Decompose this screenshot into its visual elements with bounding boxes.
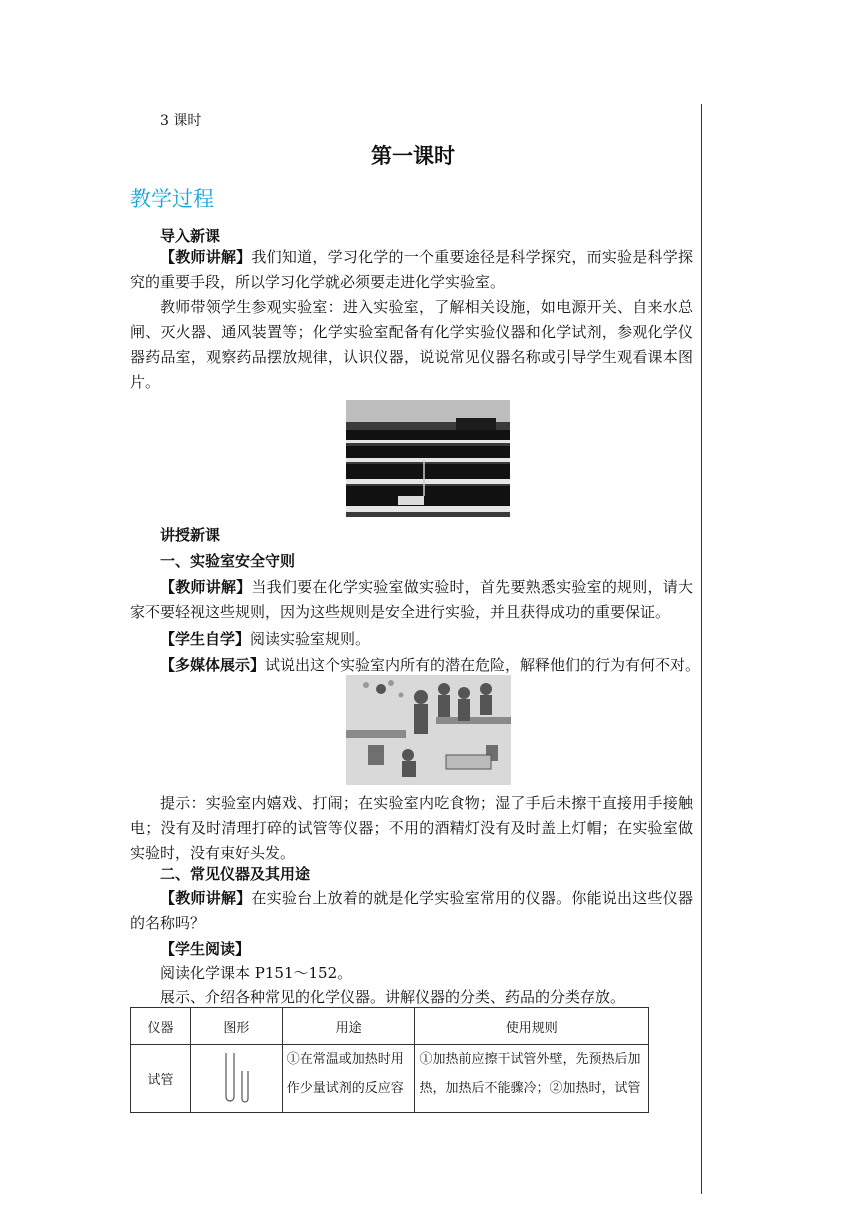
section-title: 教学过程 — [130, 187, 214, 211]
margin-rule — [701, 104, 702, 1194]
intro-paragraph-2: 教师带领学生参观实验室：进入实验室，了解相关设施，如电源开关、自来水总闸、灭火器、通风装置等；化学实验室配备有化学实验仪器和化学试剂，参观化学仪器药品室，观察药品摆放规律，认识仪器，说说常见仪器名称或引导学生观看课本图片。 — [130, 298, 693, 391]
subheading-lab-rules: 一、实验室安全守则 — [160, 552, 296, 570]
test-tube-icon — [216, 1049, 256, 1105]
table-header-row — [131, 1008, 649, 1045]
intro-paragraph-1: 【教师讲解】我们知道，学习化学的一个重要途径是科学探究，而实验是科学探究的重要手段，所以学习化学就必须要走进化学实验室。 — [130, 248, 693, 291]
table-row — [131, 1045, 649, 1113]
header-use: 用途 — [282, 1008, 415, 1045]
lab-hazards-cartoon — [346, 675, 511, 785]
reading-assignment: 阅读化学课本 P151～152。 — [160, 964, 353, 982]
teach-heading: 讲授新课 — [160, 526, 221, 544]
cell-rules: ①加热前应擦干试管外壁，先预热后加热，加热后不能骤冷；②加热时，试管 — [415, 1045, 649, 1113]
lesson-count: 3 课时 — [160, 113, 202, 129]
rules-paragraph: 【教师讲解】当我们要在化学实验室做实验时，首先要熟悉实验室的规则，请大家不要轻视这些规则，因为这些规则是安全进行实验，并且获得成功的重要保证。 — [130, 578, 693, 621]
instruments-table — [130, 1007, 649, 1113]
header-instrument: 仪器 — [131, 1008, 191, 1045]
lesson-title: 第一课时 — [371, 143, 455, 168]
instruments-paragraph: 【教师讲解】在实验台上放着的就是化学实验室常用的仪器。你能说出这些仪器的名称吗？ — [130, 889, 693, 932]
intro-heading: 导入新课 — [160, 227, 221, 245]
cell-use: ①在常温或加热时用作少量试剂的反应容 — [282, 1045, 415, 1113]
header-figure: 图形 — [190, 1008, 282, 1045]
subheading-instruments: 二、常见仪器及其用途 — [160, 865, 311, 883]
display-paragraph: 展示、介绍各种常见的化学仪器。讲解仪器的分类、药品的分类存放。 — [160, 988, 626, 1006]
cell-instrument-name: 试管 — [131, 1045, 191, 1113]
multimedia-paragraph: 【多媒体展示】试说出这个实验室内所有的潜在危险，解释他们的行为有何不对。 — [160, 656, 701, 674]
self-study-paragraph: 【学生自学】阅读实验室规则。 — [160, 630, 371, 648]
student-reading-tag: 【学生阅读】 — [160, 940, 251, 958]
cell-figure — [190, 1045, 282, 1113]
header-rules: 使用规则 — [415, 1008, 649, 1045]
lab-classroom-photo — [346, 400, 510, 517]
hint-paragraph: 提示：实验室内嬉戏、打闹；在实验室内吃食物；湿了手后未擦干直接用手接触电；没有及时清理打碎的试管等仪器；不用的酒精灯没有及时盖上灯帽；在实验室做实验时，没有束好头发。 — [130, 794, 693, 862]
